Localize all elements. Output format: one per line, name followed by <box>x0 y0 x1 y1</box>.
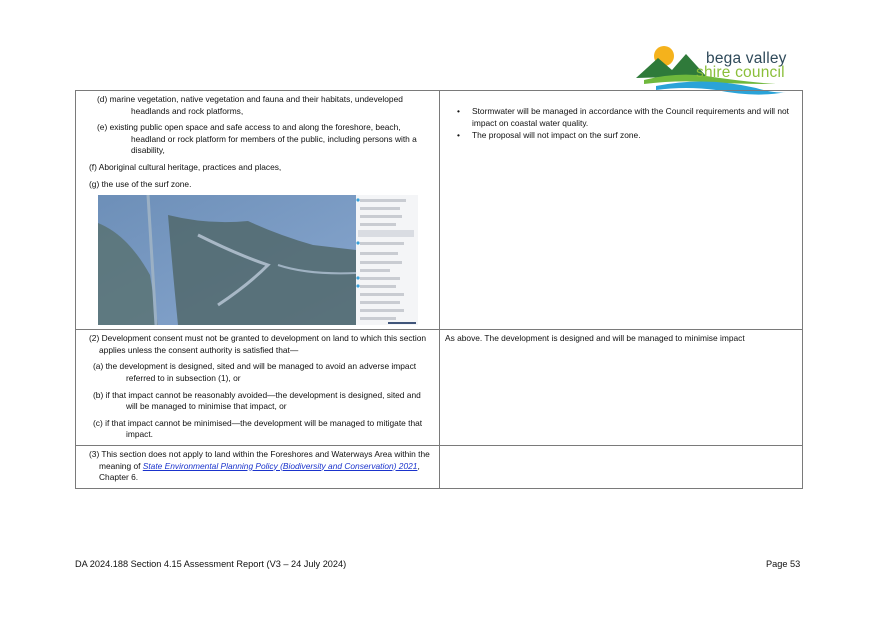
clause-c: (c) if that impact cannot be minimised—the development will be managed to mitigate that impact. <box>93 417 423 440</box>
criteria-cell <box>76 330 440 446</box>
sepp-link[interactable]: State Environmental Planning Policy (Biodiversity and Conservation) 2021 <box>142 460 418 471</box>
assessment-table <box>75 90 803 489</box>
map-graphic <box>98 195 418 325</box>
response-cell: As above. The development is designed and will be managed to minimise impact <box>440 330 803 446</box>
footer-report-title: DA 2024.188 Section 4.15 Assessment Report (V3 – 24 July 2024) <box>75 559 347 569</box>
clause-e: (e) existing public open space and safe access to and along the foreshore, beach, headland or rock platform for members of the public, including persons with a disability, <box>97 122 417 156</box>
clause-3 <box>81 449 433 484</box>
criteria-cell <box>76 91 440 330</box>
logo-text-line2: shire council <box>696 64 785 81</box>
logo-text-line1: bega valley <box>706 50 787 67</box>
clause-a: (a) the development is designed, sited and will be managed to avoid an adverse impact referred to in subsection (1), or <box>93 361 417 383</box>
clause-g: (g) the use of the surf zone. <box>89 178 192 189</box>
list-item: • The proposal will not impact on the surf zone. <box>457 130 796 142</box>
footer-page-number: Page 53 <box>766 559 801 569</box>
table-row <box>76 445 803 488</box>
clause-b: (b) if that impact cannot be reasonably avoided—the development is designed, sited and will be managed to minimise that impact, or <box>93 389 421 412</box>
clause-d: (d) marine vegetation, native vegetation and fauna and their habitats, undeveloped headlands and rock platforms, <box>97 94 403 116</box>
criteria-cell <box>76 445 440 488</box>
list-item: • Stormwater will be managed in accordance with the Council requirements and will not impact on coastal water quality. <box>457 106 796 129</box>
aerial-map-image <box>98 195 418 325</box>
clause-3-text-end: , Chapter 6. <box>99 460 420 483</box>
response-cell <box>440 445 803 488</box>
table-row <box>76 330 803 446</box>
clause-3-text: (3) This section does not apply to land within the Foreshores and Waterways Area within the meaning of <box>89 448 430 471</box>
table-row <box>76 91 803 330</box>
clause-f: (f) Aboriginal cultural heritage, practices and places, <box>89 161 282 172</box>
response-cell <box>440 91 803 330</box>
clause-2-intro: (2) Development consent must not be granted to development on land to which this section applies unless the consent authority is satisfied that— <box>89 333 427 355</box>
response-bullet-list <box>445 106 796 142</box>
